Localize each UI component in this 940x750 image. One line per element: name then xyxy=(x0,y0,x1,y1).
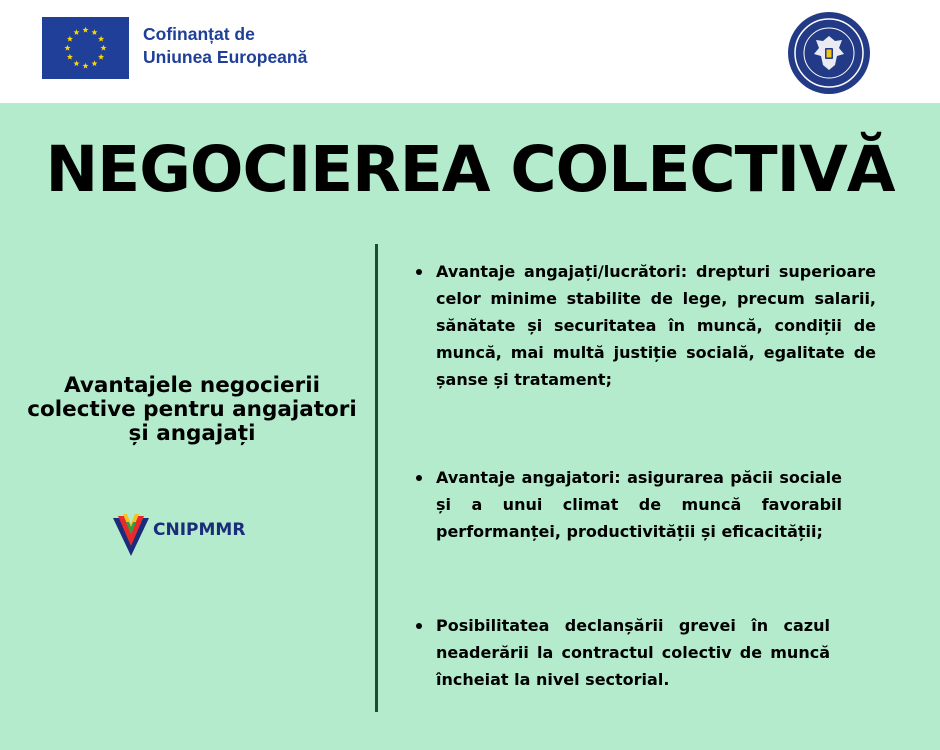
eu-star-icon xyxy=(91,29,97,35)
eu-star-icon xyxy=(73,29,79,35)
list-item-text: Avantaje angajați/lucrători: drepturi superioare celor minime stabilite de lege, precum salarii, sănătate și securitatea în muncă, condiții de muncă, mai multă justiție socială, egalitate de șanse și tratament; xyxy=(436,262,876,389)
list-item xyxy=(436,464,842,545)
bullet-icon xyxy=(416,475,422,481)
eu-star-icon xyxy=(73,60,79,66)
eu-star-icon xyxy=(98,36,104,42)
eu-star-icon xyxy=(67,36,73,42)
header-bar xyxy=(0,0,940,103)
list-item-text: Avantaje angajatori: asigurarea păcii sociale și a unui climat de muncă favorabil performanței, productivității și eficacității; xyxy=(436,468,842,541)
list-item xyxy=(436,612,830,693)
cnipmmr-logo-text: CNIPMMR xyxy=(153,520,246,540)
list-item-text: Posibilitatea declanșării grevei în cazul neaderării la contractul colectiv de muncă încheiat la nivel sectorial. xyxy=(436,616,830,689)
eu-label-line2: Uniunea Europeană xyxy=(143,47,308,67)
cnipmmr-logo xyxy=(111,512,256,558)
eu-cofunding-text xyxy=(143,23,307,69)
eu-star-icon xyxy=(82,63,88,69)
list-item xyxy=(436,258,876,393)
eu-star-icon xyxy=(64,45,70,51)
government-seal-icon xyxy=(786,10,872,96)
eu-star-icon xyxy=(91,60,97,66)
eu-cofunding-badge xyxy=(42,17,342,79)
eu-flag-icon xyxy=(42,17,129,79)
eu-star-icon xyxy=(98,54,104,60)
eu-label-line1: Cofinanțat de xyxy=(143,24,255,44)
cnipmmr-logo-icon xyxy=(111,512,151,558)
bullet-icon xyxy=(416,269,422,275)
subtitle: Avantajele negocierii colective pentru angajatori și angajați xyxy=(27,373,357,446)
eu-star-icon xyxy=(100,45,106,51)
page-title: NEGOCIEREA COLECTIVĂ xyxy=(45,133,895,206)
eu-star-icon xyxy=(82,27,88,33)
bullet-icon xyxy=(416,623,422,629)
eu-star-icon xyxy=(67,54,73,60)
vertical-divider xyxy=(375,244,378,712)
